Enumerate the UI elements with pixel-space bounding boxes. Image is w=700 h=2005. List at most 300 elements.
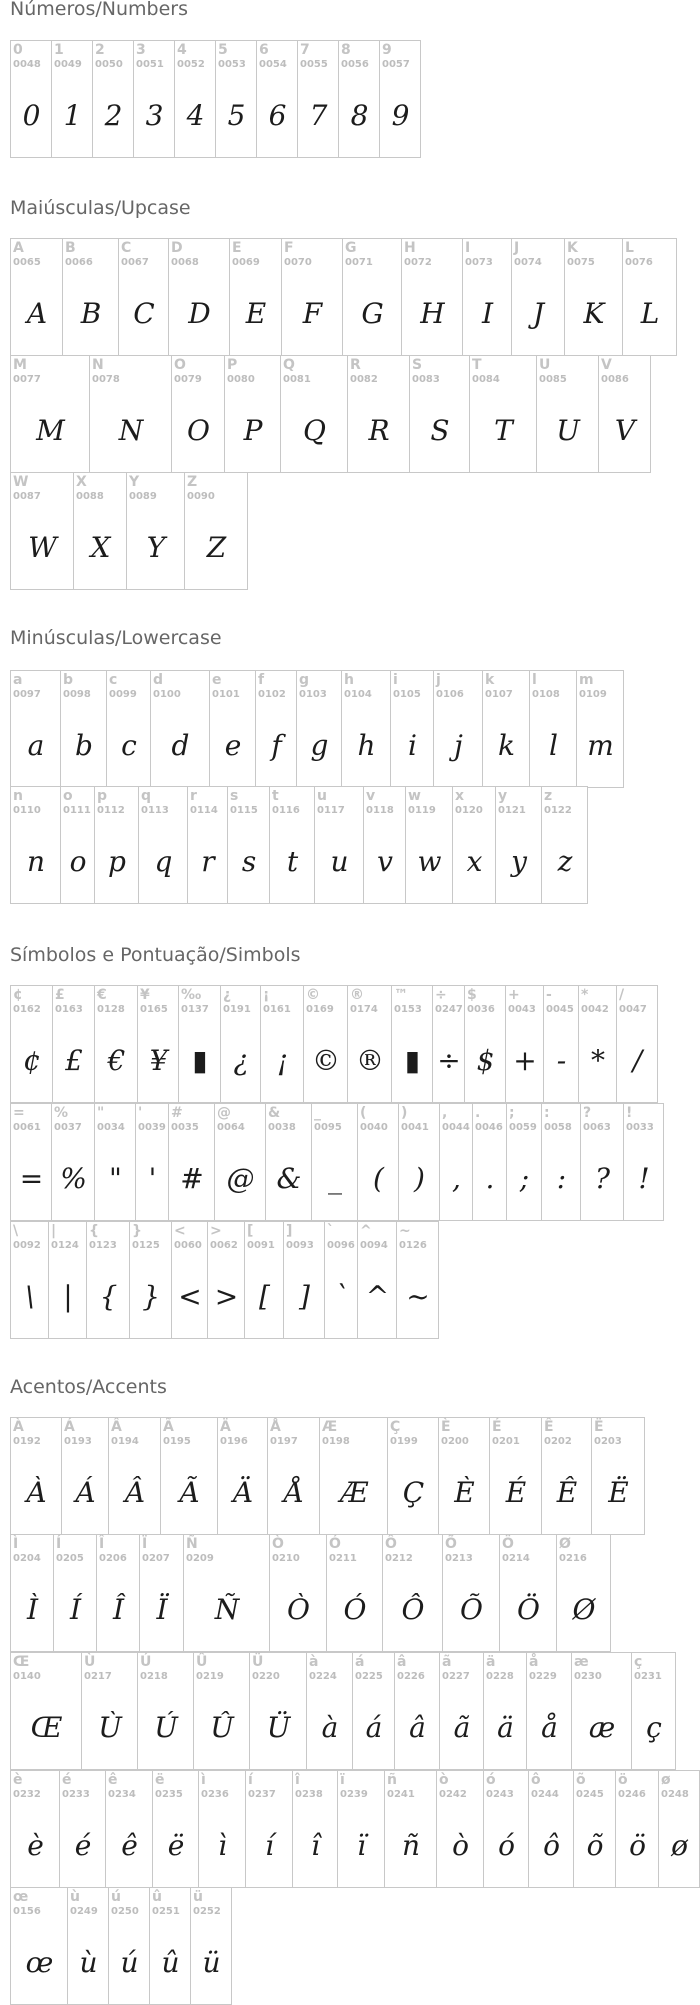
glyph-sample: }	[142, 1280, 159, 1313]
glyph-sample: i	[408, 729, 416, 762]
glyph-code-label: 0115	[230, 805, 258, 816]
glyph-code-label: 0137	[181, 1004, 209, 1015]
glyph-code-label: 0084	[472, 374, 500, 385]
glyph-sample: ^	[365, 1280, 389, 1313]
glyph-sample: ô	[543, 1829, 559, 1862]
glyph-code-label: 0053	[218, 59, 246, 70]
glyph-char-label: B	[65, 240, 76, 256]
glyph-sample: 0	[22, 99, 40, 132]
glyph-code-label: 0091	[247, 1240, 275, 1251]
glyph-cell	[60, 670, 107, 788]
glyph-char-label: è	[13, 1772, 23, 1788]
glyph-sample: õ	[586, 1829, 603, 1862]
glyph-cell	[616, 985, 658, 1103]
glyph-sample: w	[417, 845, 441, 878]
glyph-sample: J	[532, 297, 544, 330]
glyph-code-label: 0088	[76, 491, 104, 502]
glyph-cell	[409, 355, 470, 473]
glyph-cell	[536, 355, 599, 473]
glyph-code-label: 0042	[581, 1004, 609, 1015]
glyph-cell	[198, 1770, 246, 1888]
glyph-cell	[573, 1770, 616, 1888]
glyph-code-label: 0122	[544, 805, 572, 816]
glyph-sample: U	[556, 414, 579, 447]
glyph-code-label: 0060	[174, 1240, 202, 1251]
glyph-char-label: o	[63, 788, 73, 804]
glyph-code-label: 0071	[345, 257, 373, 268]
glyph-cell	[171, 1221, 208, 1339]
glyph-sample: d	[171, 729, 189, 762]
glyph-sample: *	[591, 1044, 604, 1077]
glyph-sample: Ì	[26, 1593, 38, 1626]
glyph-code-label: 0054	[259, 59, 287, 70]
glyph-char-label: ?	[583, 1105, 592, 1121]
glyph-code-label: 0105	[393, 689, 421, 700]
glyph-code-label: 0121	[498, 805, 526, 816]
glyph-sample: o	[69, 845, 86, 878]
glyph-char-label: Â	[111, 1419, 122, 1435]
glyph-sample: ì	[218, 1829, 226, 1862]
glyph-char-label: /	[619, 987, 625, 1003]
glyph-char-label: _	[314, 1105, 321, 1121]
glyph-sample: h	[357, 729, 375, 762]
glyph-cell	[357, 1103, 399, 1221]
glyph-char-label: ~	[399, 1223, 411, 1239]
glyph-sample: ç	[646, 1711, 661, 1744]
glyph-sample: <	[178, 1280, 201, 1313]
glyph-code-label: 0107	[485, 689, 513, 700]
glyph-char-label: Ó	[329, 1536, 341, 1552]
glyph-char-label: ú	[111, 1889, 121, 1905]
glyph-char-label: s	[230, 788, 239, 804]
glyph-char-label: #	[171, 1105, 183, 1121]
glyph-cell	[10, 1221, 49, 1339]
glyph-sample: s	[241, 845, 256, 878]
glyph-cell	[281, 238, 343, 356]
glyph-cell	[499, 1534, 557, 1652]
glyph-cell	[464, 985, 506, 1103]
glyph-char-label: n	[13, 788, 23, 804]
glyph-char-label: Ì	[13, 1536, 19, 1552]
glyph-char-label: Ô	[385, 1536, 397, 1552]
glyph-sample: Ê	[556, 1476, 577, 1509]
glyph-char-label: ñ	[387, 1772, 397, 1788]
glyph-char-label: 1	[54, 42, 64, 58]
glyph-char-label: é	[62, 1772, 72, 1788]
glyph-cell	[249, 1652, 307, 1770]
glyph-cell	[341, 670, 391, 788]
glyph-code-label: 0049	[54, 59, 82, 70]
glyph-char-label: Ï	[142, 1536, 148, 1552]
glyph-sample: V	[614, 414, 635, 447]
glyph-cell	[622, 238, 677, 356]
glyph-char-label: ë	[155, 1772, 165, 1788]
glyph-sample: (	[373, 1162, 383, 1195]
glyph-sample: £	[65, 1044, 82, 1077]
glyph-code-label: 0036	[467, 1004, 495, 1015]
glyph-cell	[229, 238, 282, 356]
glyph-char-label: F	[284, 240, 294, 256]
glyph-code-label: 0092	[13, 1240, 41, 1251]
glyph-code-label: 0238	[295, 1789, 323, 1800]
glyph-sample: ~	[406, 1280, 429, 1313]
glyph-cell	[10, 1417, 62, 1535]
glyph-sample: F	[302, 297, 322, 330]
glyph-char-label: %	[54, 1105, 69, 1121]
glyph-code-label: 0163	[55, 1004, 83, 1015]
glyph-sample: È	[454, 1476, 474, 1509]
glyph-sample: S	[430, 414, 449, 447]
glyph-char-label: d	[153, 672, 164, 688]
glyph-sample: :	[556, 1162, 566, 1195]
glyph-sample: ÷	[437, 1044, 460, 1077]
glyph-code-label: 0035	[171, 1122, 199, 1133]
glyph-code-label: 0197	[270, 1436, 298, 1447]
glyph-sample: )	[414, 1162, 424, 1195]
glyph-sample: Ò	[287, 1593, 309, 1626]
glyph-code-label: 0165	[140, 1004, 168, 1015]
glyph-row	[10, 40, 420, 158]
glyph-char-label: ã	[442, 1654, 452, 1670]
glyph-cell	[52, 985, 95, 1103]
glyph-code-label: 0199	[390, 1436, 418, 1447]
glyph-sample: œ	[25, 1946, 53, 1979]
glyph-cell	[505, 985, 544, 1103]
glyph-sample: \	[25, 1280, 34, 1313]
glyph-sample: q	[154, 845, 172, 878]
glyph-cell	[118, 238, 169, 356]
glyph-sample: ã	[453, 1711, 470, 1744]
glyph-char-label: 7	[300, 42, 310, 58]
glyph-cell	[405, 786, 453, 904]
glyph-char-label: R	[350, 357, 361, 373]
glyph-sample: Z	[206, 531, 226, 564]
glyph-cell	[137, 1652, 194, 1770]
glyph-code-label: 0099	[109, 689, 137, 700]
glyph-sample: H	[420, 297, 444, 330]
glyph-cell	[214, 1103, 266, 1221]
glyph-sample: 8	[350, 99, 368, 132]
glyph-cell	[526, 1652, 572, 1770]
glyph-code-label: 0203	[594, 1436, 622, 1447]
glyph-code-label: 0251	[152, 1906, 180, 1917]
glyph-code-label: 0041	[401, 1122, 429, 1133]
glyph-cell	[482, 670, 530, 788]
glyph-cell	[227, 786, 270, 904]
glyph-sample: 2	[104, 99, 122, 132]
glyph-cell	[108, 1417, 161, 1535]
glyph-char-label: È	[441, 1419, 451, 1435]
glyph-code-label: 0191	[223, 1004, 251, 1015]
glyph-code-label: 0069	[232, 257, 260, 268]
glyph-cell	[580, 1103, 624, 1221]
glyph-sample: ñ	[401, 1829, 420, 1862]
glyph-sample: a	[27, 729, 44, 762]
glyph-cell	[506, 1103, 542, 1221]
glyph-cell	[168, 1103, 215, 1221]
glyph-sample: z	[557, 845, 572, 878]
glyph-cell	[314, 786, 364, 904]
glyph-sample: I	[481, 297, 493, 330]
glyph-char-label: û	[152, 1889, 162, 1905]
glyph-char-label: Q	[283, 357, 295, 373]
glyph-char-label: 3	[136, 42, 146, 58]
glyph-char-label: ©	[306, 987, 320, 1003]
glyph-cell	[60, 786, 95, 904]
glyph-code-label: 0161	[263, 1004, 291, 1015]
glyph-cell	[382, 1534, 443, 1652]
glyph-char-label: :	[544, 1105, 550, 1121]
glyph-sample: ]	[299, 1280, 309, 1313]
glyph-cell	[217, 1417, 268, 1535]
glyph-code-label: 0227	[442, 1671, 470, 1682]
glyph-char-label: Ø	[559, 1536, 571, 1552]
glyph-sample: e	[224, 729, 241, 762]
glyph-code-label: 0248	[661, 1789, 689, 1800]
glyph-code-label: 0065	[13, 257, 41, 268]
glyph-char-label: X	[76, 474, 87, 490]
glyph-code-label: 0038	[268, 1122, 296, 1133]
glyph-cell	[178, 985, 221, 1103]
glyph-code-label: 0207	[142, 1553, 170, 1564]
glyph-cell	[436, 1770, 484, 1888]
glyph-char-label: [	[247, 1223, 254, 1239]
glyph-cell	[442, 1534, 500, 1652]
glyph-sample: /	[632, 1044, 642, 1077]
glyph-code-label: 0098	[63, 689, 91, 700]
glyph-cell	[347, 355, 410, 473]
glyph-char-label: {	[89, 1223, 99, 1239]
glyph-cell	[267, 1417, 320, 1535]
glyph-char-label: ¿	[223, 987, 232, 1003]
glyph-cell	[149, 1887, 191, 2005]
glyph-cell	[133, 40, 175, 158]
glyph-sample: À	[26, 1476, 46, 1509]
glyph-cell	[174, 40, 216, 158]
glyph-sample: ¿	[233, 1044, 248, 1077]
glyph-char-label: }	[132, 1223, 142, 1239]
glyph-sample: |	[63, 1280, 72, 1313]
glyph-code-label: 0224	[309, 1671, 337, 1682]
glyph-sample: Œ	[30, 1711, 62, 1744]
glyph-code-label: 0102	[258, 689, 286, 700]
glyph-sample: t	[286, 845, 298, 878]
glyph-char-label: *	[581, 987, 589, 1003]
glyph-sample: ë	[167, 1829, 184, 1862]
glyph-cell	[363, 786, 406, 904]
glyph-cell	[352, 1652, 395, 1770]
glyph-row	[10, 238, 676, 356]
glyph-sample: !	[638, 1162, 649, 1195]
glyph-sample: Ï	[156, 1593, 167, 1626]
glyph-cell	[10, 1887, 68, 2005]
glyph-cell	[59, 1770, 106, 1888]
glyph-char-label: m	[579, 672, 594, 688]
glyph-char-label: J	[514, 240, 520, 256]
glyph-sample: Á	[75, 1476, 95, 1509]
glyph-cell	[160, 1417, 218, 1535]
glyph-cell	[86, 1221, 130, 1339]
glyph-sample: 5	[227, 99, 245, 132]
glyph-code-label: 0033	[626, 1122, 654, 1133]
glyph-char-label: ä	[486, 1654, 496, 1670]
glyph-char-label: Õ	[445, 1536, 457, 1552]
glyph-sample: 1	[63, 99, 81, 132]
glyph-cell	[394, 1652, 440, 1770]
glyph-char-label: à	[309, 1654, 319, 1670]
glyph-code-label: 0209	[186, 1553, 214, 1564]
glyph-sample: N	[118, 414, 143, 447]
glyph-code-label: 0058	[544, 1122, 572, 1133]
glyph-code-label: 0156	[13, 1906, 41, 1917]
glyph-cell	[495, 786, 542, 904]
glyph-cell	[10, 1103, 52, 1221]
glyph-cell	[469, 355, 537, 473]
glyph-code-label: 0063	[583, 1122, 611, 1133]
glyph-char-label: O	[174, 357, 186, 373]
glyph-char-label: Ê	[544, 1419, 554, 1435]
glyph-char-label: ,	[442, 1105, 448, 1121]
glyph-code-label: 0216	[559, 1553, 587, 1564]
glyph-char-label: (	[360, 1105, 367, 1121]
glyph-row	[10, 355, 650, 473]
glyph-code-label: 0230	[574, 1671, 602, 1682]
glyph-sample: B	[80, 297, 101, 330]
glyph-char-label: i	[393, 672, 398, 688]
glyph-sample: r	[201, 845, 214, 878]
glyph-cell	[94, 985, 138, 1103]
glyph-char-label: Ç	[390, 1419, 401, 1435]
glyph-sample: é	[74, 1829, 91, 1862]
glyph-code-label: 0074	[514, 257, 542, 268]
glyph-code-label: 0162	[13, 1004, 41, 1015]
glyph-code-label: 0110	[13, 805, 41, 816]
glyph-sample: ê	[121, 1829, 137, 1862]
glyph-char-label: q	[141, 788, 152, 804]
glyph-code-label: 0140	[13, 1671, 41, 1682]
glyph-code-label: 0050	[95, 59, 123, 70]
glyph-sample: Ú	[154, 1711, 177, 1744]
glyph-cell	[92, 40, 134, 158]
glyph-row	[10, 1417, 644, 1535]
glyph-sample: ò	[452, 1829, 468, 1862]
glyph-code-label: 0083	[412, 374, 440, 385]
glyph-cell	[244, 1221, 284, 1339]
glyph-sample: ?	[594, 1162, 609, 1195]
glyph-cell	[73, 472, 127, 590]
glyph-sample: `	[334, 1280, 348, 1313]
glyph-sample: m	[587, 729, 613, 762]
glyph-cell	[207, 1221, 245, 1339]
glyph-char-label: T	[472, 357, 482, 373]
glyph-sample: C	[133, 297, 154, 330]
glyph-cell	[631, 1652, 676, 1770]
glyph-cell	[150, 670, 210, 788]
glyph-sample: ï	[357, 1829, 365, 1862]
glyph-char-label: l	[532, 672, 537, 688]
glyph-code-label: 0082	[350, 374, 378, 385]
glyph-sample: ¢	[23, 1044, 40, 1077]
glyph-char-label: f	[258, 672, 265, 688]
glyph-char-label: ®	[350, 987, 364, 1003]
glyph-cell	[342, 238, 402, 356]
glyph-cell	[319, 1417, 388, 1535]
glyph-code-label: 0128	[97, 1004, 125, 1015]
glyph-code-label: 0072	[404, 257, 432, 268]
glyph-code-label: 0200	[441, 1436, 469, 1447]
glyph-sample: T	[494, 414, 512, 447]
glyph-code-label: 0174	[350, 1004, 378, 1015]
glyph-sample: ,	[452, 1162, 460, 1195]
glyph-char-label: œ	[13, 1889, 29, 1905]
glyph-sample: #	[180, 1162, 203, 1195]
glyph-char-label: k	[485, 672, 495, 688]
glyph-cell	[137, 985, 179, 1103]
glyph-char-label: ]	[286, 1223, 293, 1239]
glyph-char-label: ì	[201, 1772, 206, 1788]
glyph-cell	[598, 355, 651, 473]
glyph-cell	[220, 985, 261, 1103]
glyph-char-label: =	[13, 1105, 25, 1121]
glyph-char-label: )	[401, 1105, 408, 1121]
glyph-char-label: V	[601, 357, 612, 373]
glyph-sample: O	[187, 414, 209, 447]
glyph-sample: ▮	[404, 1044, 420, 1077]
glyph-code-label: 0112	[97, 805, 125, 816]
glyph-code-label: 0249	[70, 1906, 98, 1917]
glyph-sample: K	[583, 297, 604, 330]
glyph-char-label: Ä	[220, 1419, 231, 1435]
glyph-sample: Ü	[266, 1711, 290, 1744]
glyph-char-label: a	[13, 672, 23, 688]
glyph-code-label: 0194	[111, 1436, 139, 1447]
glyph-char-label: L	[625, 240, 634, 256]
glyph-sample: Ã	[179, 1476, 199, 1509]
glyph-char-label: y	[498, 788, 508, 804]
glyph-code-label: 0193	[64, 1436, 92, 1447]
section-title: Números/Numbers	[10, 0, 188, 20]
glyph-code-label: 0214	[502, 1553, 530, 1564]
glyph-code-label: 0068	[171, 257, 199, 268]
glyph-cell	[347, 985, 392, 1103]
glyph-cell	[61, 1417, 109, 1535]
glyph-char-label: ;	[509, 1105, 515, 1121]
glyph-cell	[193, 1652, 250, 1770]
glyph-char-label: $	[467, 987, 477, 1003]
glyph-char-label: w	[408, 788, 421, 804]
glyph-char-label: H	[404, 240, 416, 256]
glyph-char-label: ù	[70, 1889, 80, 1905]
glyph-char-label: 2	[95, 42, 105, 58]
glyph-sample: á	[365, 1711, 382, 1744]
glyph-code-label: 0113	[141, 805, 169, 816]
glyph-cell	[256, 40, 298, 158]
glyph-code-label: 0064	[217, 1122, 245, 1133]
glyph-sample: ú	[120, 1946, 138, 1979]
glyph-code-label: 0109	[579, 689, 607, 700]
glyph-char-label: á	[355, 1654, 365, 1670]
glyph-sample: $	[476, 1044, 494, 1077]
glyph-code-label: 0073	[465, 257, 493, 268]
glyph-sample: R	[368, 414, 389, 447]
glyph-char-label: ¡	[263, 987, 270, 1003]
glyph-code-label: 0219	[196, 1671, 224, 1682]
glyph-sample: û	[161, 1946, 179, 1979]
glyph-sample: í	[265, 1829, 273, 1862]
glyph-code-label: 0066	[65, 257, 93, 268]
glyph-char-label: Á	[64, 1419, 75, 1435]
glyph-char-label: ÷	[435, 987, 447, 1003]
